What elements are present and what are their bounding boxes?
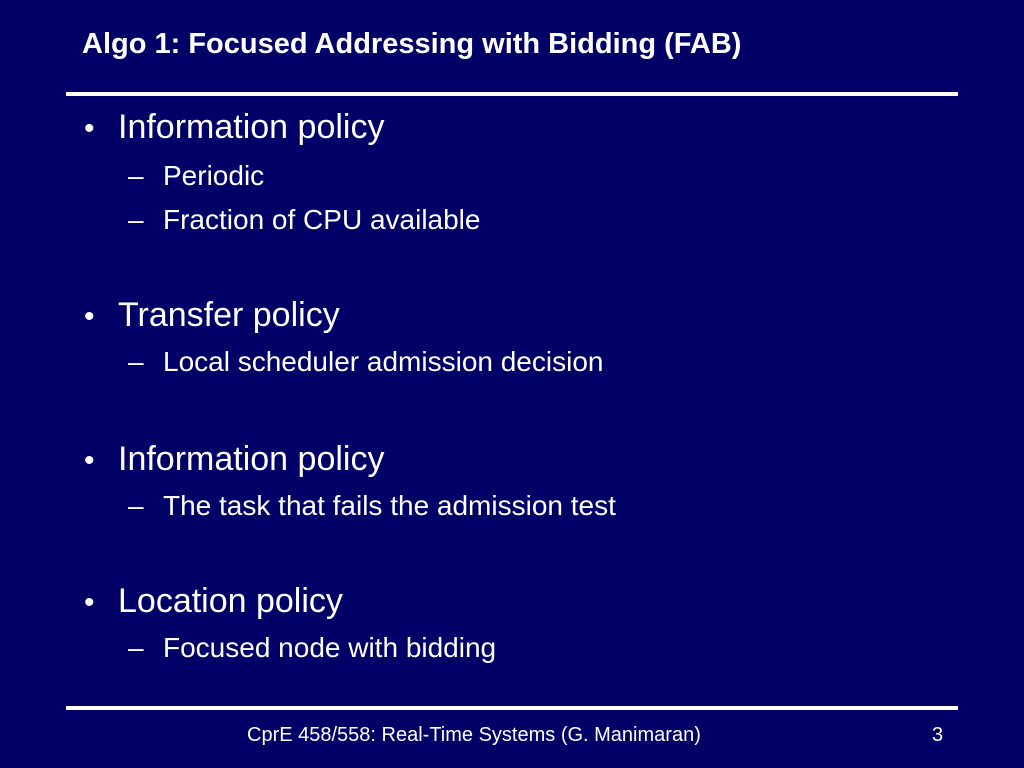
sub-bullet-text: The task that fails the admission test bbox=[163, 490, 616, 521]
bullet-marker: • bbox=[84, 444, 95, 477]
slide-page-number: 3 bbox=[932, 724, 944, 746]
sub-bullet-text: Periodic bbox=[163, 160, 265, 191]
bullet-text: Transfer policy bbox=[118, 296, 340, 334]
sub-bullet-text: Local scheduler admission decision bbox=[163, 346, 604, 377]
bullet-marker: • bbox=[84, 300, 95, 333]
sub-bullet-marker: – bbox=[128, 490, 144, 521]
sub-bullet-marker: – bbox=[128, 204, 144, 235]
sub-bullet-text: Focused node with bidding bbox=[163, 632, 497, 663]
sub-bullet-marker: – bbox=[128, 632, 144, 663]
bullet-text: Information policy bbox=[118, 440, 385, 478]
slide-title: Algo 1: Focused Addressing with Bidding (FAB) bbox=[82, 28, 742, 60]
footer-divider bbox=[66, 706, 958, 710]
bullet-marker: • bbox=[84, 112, 95, 145]
footer-course-title: CprE 458/558: Real-Time Systems (G. Manimaran) bbox=[247, 724, 701, 746]
bullet-text: Information policy bbox=[118, 108, 385, 146]
bullet-text: Location policy bbox=[118, 582, 343, 620]
sub-bullet-text: Fraction of CPU available bbox=[163, 204, 481, 235]
bullet-marker: • bbox=[84, 586, 95, 619]
sub-bullet-marker: – bbox=[128, 160, 144, 191]
sub-bullet-marker: – bbox=[128, 346, 144, 377]
